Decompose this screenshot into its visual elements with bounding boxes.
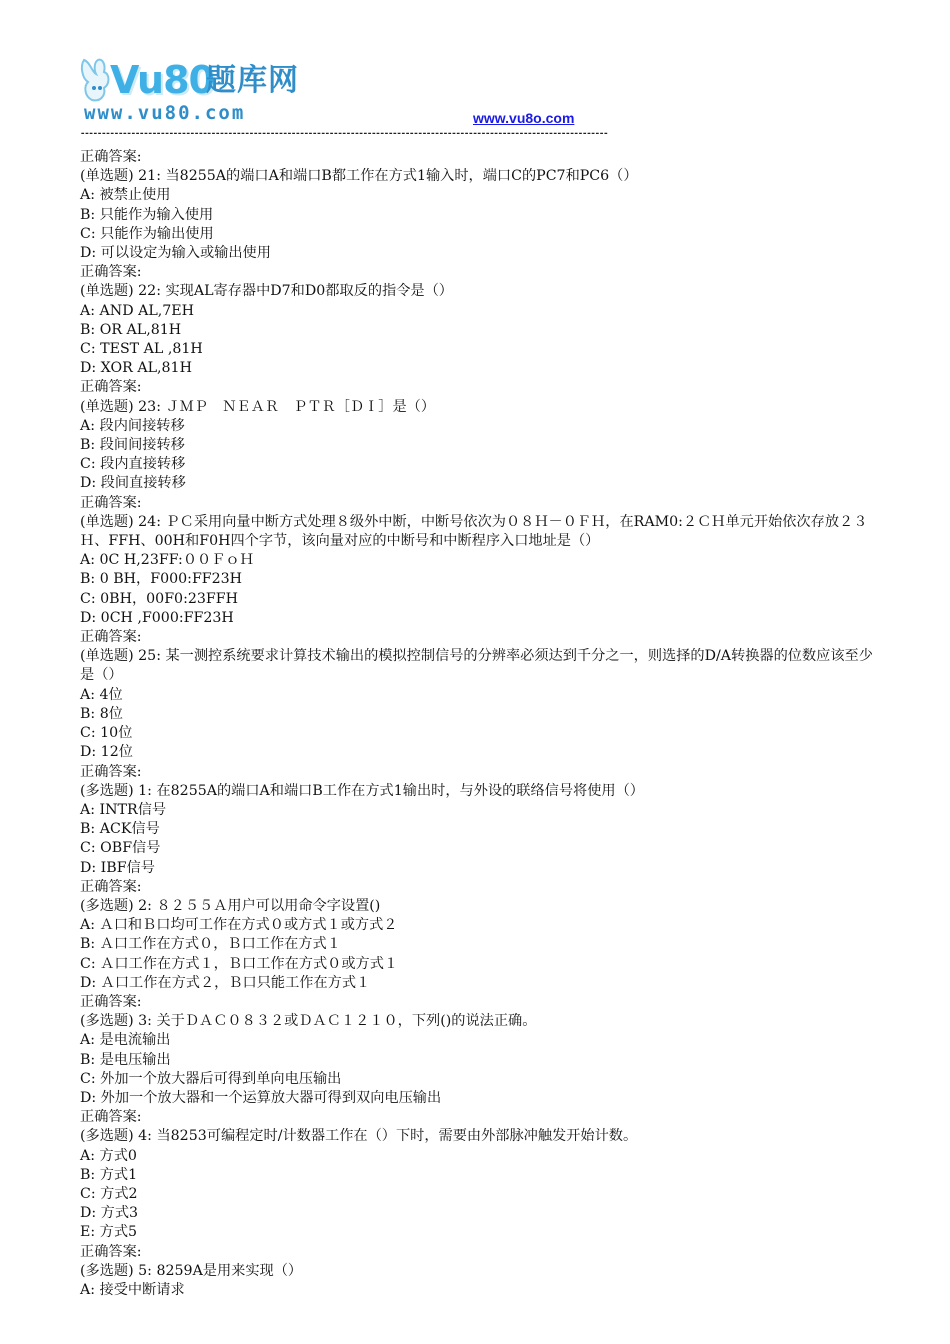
option-line: A: 段内间接转移	[80, 417, 185, 434]
question-stem: (单选题) 22: 实现AL寄存器中D7和D0都取反的指令是（）	[80, 283, 453, 300]
header-divider: -----------------------------------------------------------------------------------------------------------------------------	[80, 129, 608, 139]
option-line: A: AND AL,7EH	[80, 302, 195, 319]
option-line: B: Ａ口工作在方式０，Ｂ口工作在方式１	[80, 936, 341, 953]
option-line: A: 是电流输出	[80, 1032, 171, 1049]
option-line: B: OR AL,81H	[80, 321, 182, 338]
option-line: A: Ａ口和Ｂ口均可工作在方式０或方式１或方式２	[80, 917, 398, 934]
option-line: E: 方式5	[80, 1224, 138, 1241]
option-line: B: 只能作为输入使用	[80, 206, 214, 223]
site-logo[interactable]	[76, 56, 302, 126]
option-line: A: INTR信号	[80, 801, 167, 818]
site-link[interactable]: www.vu8o.com	[473, 110, 575, 126]
option-line: D: 方式3	[80, 1205, 139, 1222]
option-line: A: 被禁止使用	[80, 187, 171, 204]
option-line: A: 0C H,23FF:００ＦｏＨ	[80, 552, 254, 569]
question-stem: (多选题) 4: 当8253可编程定时/计数器工作在（）下时，需要由外部脉冲触发开始计数。	[80, 1128, 638, 1145]
question-stem: (多选题) 5: 8259A是用来实现（）	[80, 1262, 303, 1279]
option-line: B: 方式1	[80, 1166, 138, 1183]
question-stem: (单选题) 25: 某一测控系统要求计算技术输出的模拟控制信号的分辨率必须达到千分之一，则选择的D/A转换器的位数应该至少是（）	[80, 648, 873, 684]
option-line: D: 外加一个放大器和一个运算放大器可得到双向电压输出	[80, 1089, 442, 1106]
option-line: D: 12位	[80, 744, 133, 761]
option-line: A: 接受中断请求	[80, 1281, 185, 1298]
answer-label: 正确答案:	[80, 993, 142, 1010]
question-stem: (多选题) 3: 关于ＤＡＣ０８３２或ＤＡＣ１２１０，下列()的说法正确。	[80, 1013, 537, 1030]
question-stem: (多选题) 2: ８２５５Ａ用户可以用命令字设置()	[80, 897, 381, 914]
answer-label: 正确答案:	[80, 1109, 142, 1126]
option-line: B: 是电压输出	[80, 1051, 171, 1068]
option-line: D: 段间直接转移	[80, 475, 186, 492]
answer-label: 正确答案:	[80, 379, 142, 396]
option-line: D: 0CH ,F000:FF23H	[80, 609, 234, 626]
option-line: B: ACK信号	[80, 821, 160, 838]
answer-label: 正确答案:	[80, 878, 142, 895]
question-stem: (多选题) 1: 在8255A的端口A和端口B工作在方式1输出时，与外设的联络信号将使用（）	[80, 782, 644, 799]
option-line: C: OBF信号	[80, 840, 161, 857]
logo-brand-text: Vu80	[110, 58, 214, 102]
answer-label: 正确答案:	[80, 629, 142, 646]
option-line: D: IBF信号	[80, 859, 155, 876]
page-header	[0, 0, 950, 150]
option-line: A: 方式0	[80, 1147, 137, 1164]
logo-chinese-text: 题库网	[206, 63, 299, 98]
option-line: C: 段内直接转移	[80, 456, 186, 473]
answer-label: 正确答案:	[80, 264, 142, 281]
option-line: C: 外加一个放大器后可得到单向电压输出	[80, 1070, 342, 1087]
answer-label: 正确答案:	[80, 494, 142, 511]
option-line: B: 段间间接转移	[80, 437, 185, 454]
option-line: C: 方式2	[80, 1185, 138, 1202]
option-line: C: 只能作为输出使用	[80, 225, 214, 242]
logo-url-text: www.vu80.com	[84, 102, 246, 124]
option-line: A: 4位	[80, 686, 123, 703]
question-stem: (单选题) 23: ＪＭＰ ＮＥＡＲ ＰＴＲ［ＤＩ］是（）	[80, 398, 436, 415]
option-line: D: Ａ口工作在方式２，Ｂ口只能工作在方式１	[80, 974, 371, 991]
option-line: B: 0 BH，F000:FF23H	[80, 571, 243, 588]
option-line: C: TEST AL ,81H	[80, 341, 203, 358]
answer-label: 正确答案:	[80, 763, 142, 780]
question-stem: (单选题) 24: ＰＣ采用向量中断方式处理８级外中断，中断号依次为０８Ｈ－０ＦＨ，在RAM0:２ＣＨ单元开始依次存放２３Ｈ、FFH、00H和F0H四个字节，该向量对应的中断号和中断程序入口地址是（）	[80, 513, 868, 550]
option-line: C: 0BH，00F0:23FFH	[80, 590, 238, 607]
option-line: D: XOR AL,81H	[80, 360, 192, 377]
option-line: B: 8位	[80, 705, 123, 722]
answer-label: 正确答案:	[80, 1243, 142, 1260]
question-stem: (单选题) 21: 当8255A的端口A和端口B都工作在方式1输入时，端口C的PC7和PC6（）	[80, 168, 638, 185]
answer-label: 正确答案:	[80, 149, 142, 165]
option-line: D: 可以设定为输入或输出使用	[80, 245, 271, 262]
option-line: C: 10位	[80, 725, 133, 742]
option-line: C: Ａ口工作在方式１，Ｂ口工作在方式０或方式１	[80, 955, 399, 972]
question-list	[80, 148, 880, 1300]
